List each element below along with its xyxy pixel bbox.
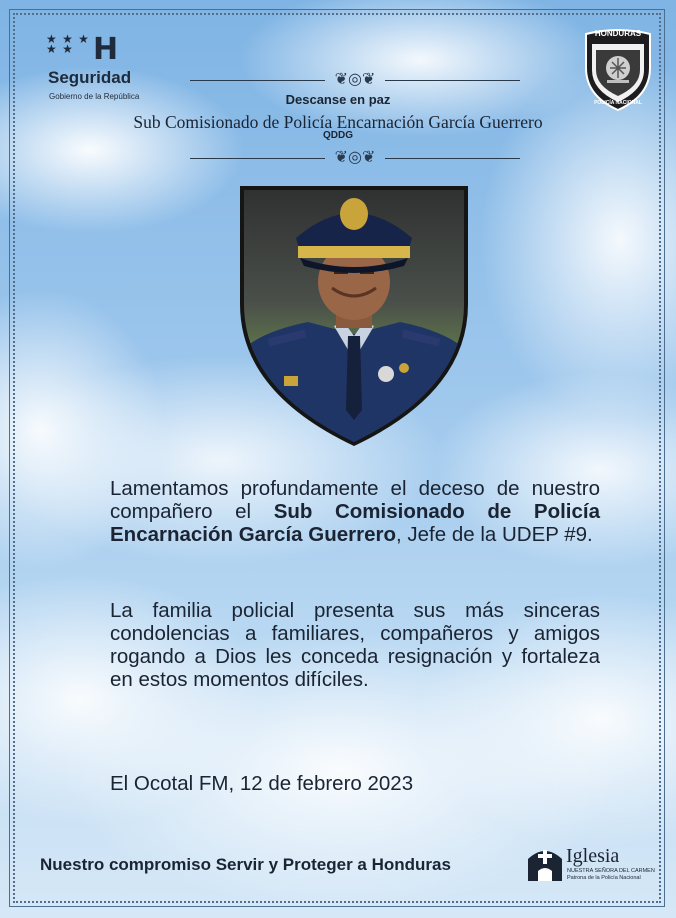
church-line-2: Patrona de la Policía Nacional <box>567 875 641 881</box>
portrait-shield <box>238 184 470 446</box>
message-p1-end: , Jefe de la UDEP #9. <box>395 523 593 546</box>
message-paragraph-2: La familia policial presenta sus más sinceras condolencias a familiares, compañeros y amigos rogando a Dios les conceda resignación y fortaleza en estos momentos difíciles. <box>110 599 600 691</box>
rip-heading: Descanse en paz <box>285 92 391 107</box>
message-p1-start: Lamentamos profundamente el deceso de nuestro compañero el <box>110 477 600 523</box>
church-icon <box>526 843 564 883</box>
honoree-name: Sub Comisionado de Policía Encarnación García Guerrero <box>133 112 543 132</box>
message-paragraph-1 <box>110 477 600 546</box>
church-title: Iglesia <box>566 845 620 867</box>
org-name: Seguridad <box>48 68 132 87</box>
ornament-bottom <box>190 149 520 169</box>
church-line-1: NUESTRA SEÑORA DEL CARMEN <box>567 868 655 874</box>
dotted-border <box>13 13 661 903</box>
qddg-label: QDDG <box>323 130 353 141</box>
church-logo <box>526 841 656 885</box>
badge-bottom-text: POLICÍA NACIONAL <box>594 100 642 106</box>
ornament-icon: ❦◎❦ <box>334 149 376 166</box>
message-p1-bold: Sub Comisionado de Policía Encarnación García Guerrero <box>110 500 600 546</box>
h-mark-icon: H <box>93 32 119 67</box>
ornament-top <box>190 71 520 91</box>
ornament-icon: ❦◎❦ <box>334 71 376 88</box>
stars-icon: ★ ★ ★ ★ ★ <box>46 32 90 56</box>
footer-motto: Nuestro compromiso Servir y Proteger a Honduras <box>40 855 451 874</box>
date-line: El Ocotal FM, 12 de febrero 2023 <box>110 772 414 795</box>
badge-top-text: HONDURAS <box>594 29 642 38</box>
org-subtitle: Gobierno de la República <box>49 92 140 101</box>
